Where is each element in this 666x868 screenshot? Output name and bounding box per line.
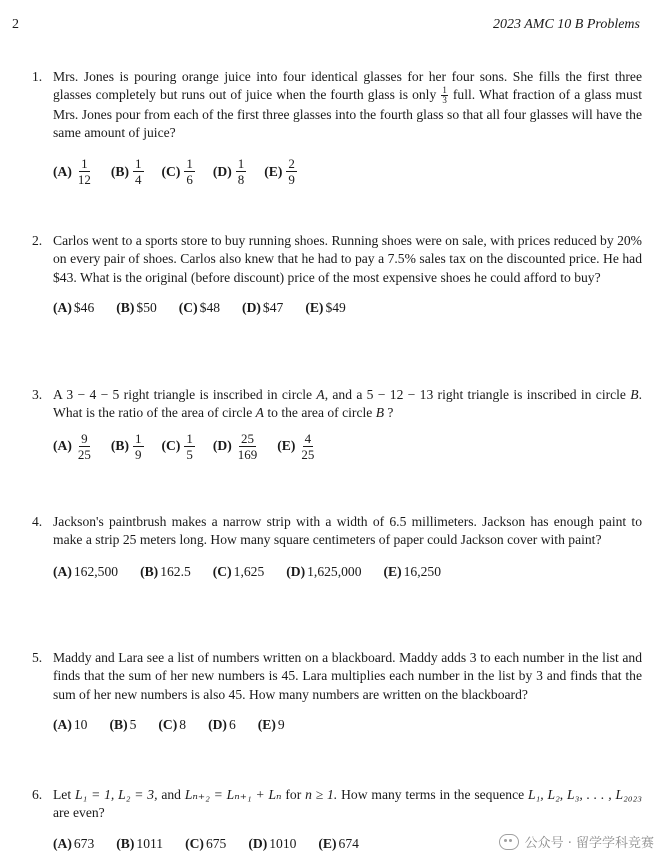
page-number: 2	[12, 17, 19, 32]
choice-d: (D) $\frac{25}{169}$	[212, 430, 258, 462]
choice-d: (D) 1010	[248, 835, 297, 851]
problem-number: 4.	[32, 514, 43, 529]
choice-d: (D) $47	[242, 299, 284, 315]
choice-d: (D) $\frac{1}{8}$	[212, 156, 245, 188]
problem-text: A 3 − 4 − 5 right triangle is inscribed in circle A, and a 5 − 12 − 13 right triangle is inscribed in circle B. What is the ratio of the area of circle A to the area of circle B ?	[53, 387, 642, 421]
answer-choices	[53, 564, 642, 580]
choice-c: (C) $\frac{1}{6}$	[161, 156, 193, 188]
page-header-title: 2023 AMC 10 B Problems	[493, 17, 640, 32]
choice-a: (A) 162,500	[53, 563, 119, 579]
watermark-text: 公众号 · 留学学科竞赛	[524, 836, 654, 851]
choice-b: (B) 5	[109, 716, 137, 732]
choice-c: (C) 675	[185, 835, 227, 851]
problem-number: 5.	[32, 650, 43, 665]
wechat-icon	[499, 834, 519, 850]
choice-b: (B) 162.5	[140, 563, 191, 579]
choice-c: (C) 1,625	[212, 563, 265, 579]
problem-4	[32, 513, 642, 580]
choice-c: (C) 8	[158, 716, 187, 732]
answer-choices	[53, 717, 642, 733]
watermark	[499, 832, 654, 851]
choice-a: (A) $\frac{1}{12}$	[53, 156, 91, 188]
choice-e: (E) 674	[318, 835, 359, 851]
problem-number: 1.	[32, 69, 43, 84]
choice-e: (E) 9	[257, 716, 285, 732]
answer-choices	[53, 300, 642, 316]
problem-text: Carlos went to a sports store to buy running shoes. Running shoes were on sale, with prices reduced by 20% on every pair of shoes. Carlos also knew that he had to pay a 7.5% sales tax on the discounted price. He had $43. What is the original (before discount) price of the most expensive shoes he could afford to buy?	[53, 233, 642, 285]
choice-b: (B) $\frac{1}{4}$	[110, 156, 142, 188]
choice-a: (A) 673	[53, 835, 95, 851]
choice-e: (E) $\frac{2}{9}$	[264, 156, 295, 188]
answer-choices	[53, 156, 642, 187]
problem-3	[32, 386, 642, 462]
choice-b: (B) 1011	[116, 835, 164, 851]
answer-choices	[53, 431, 642, 462]
choice-e: (E) 16,250	[383, 563, 442, 579]
inline-fraction: $\frac{1}{3}$	[442, 84, 447, 105]
choice-b: (B) $50	[116, 299, 157, 315]
choice-e: (E) $49	[305, 299, 346, 315]
problem-text: Let L₁ = 1, L₂ = 3, and Lₙ₊₂ = Lₙ₊₁ + Lₙ for n ≥ 1. How many terms in the sequence L₁, L₂, L₃, . . . , L₂₀₂₃ are even?	[53, 787, 642, 821]
choice-b: (B) $\frac{1}{9}$	[110, 430, 142, 462]
problem-5	[32, 649, 642, 733]
choice-e: (E) $\frac{4}{25}$	[277, 430, 315, 462]
choice-c: (C) $48	[178, 299, 221, 315]
choice-d: (D) 6	[208, 716, 236, 732]
problem-text: Maddy and Lara see a list of numbers written on a blackboard. Maddy adds 3 to each number in the list and finds that the sum of her new numbers is 45. Lara multiplies each number in the list by 3 and finds that the sum of her new numbers is also 45. How many numbers are written on the blackboard?	[53, 650, 642, 702]
problem-number: 3.	[32, 387, 43, 402]
problem-number: 6.	[32, 787, 43, 802]
problem-text: Jackson's paintbrush makes a narrow strip with a width of 6.5 millimeters. Jackson has enough paint to make a strip 25 meters long. How many square centimeters of paper could Jackson cover with paint?	[53, 514, 642, 548]
choice-c: (C) $\frac{1}{5}$	[161, 430, 193, 462]
problem-1	[32, 68, 642, 187]
choice-d: (D) 1,625,000	[286, 563, 362, 579]
problem-2	[32, 232, 642, 316]
choice-a: (A) $46	[53, 299, 95, 315]
problem-number: 2.	[32, 233, 43, 248]
problem-text: Mrs. Jones is pouring orange juice into four identical glasses for her four sons. She fills the first three glasses completely but runs out of juice when the fourth glass is only $\frac{1}{3}$ full. What fraction of a glass must Mrs. Jones pour from each of the first three glasses into the fourth glass so that all four glasses will have the same amount of juice?	[53, 69, 642, 140]
choice-a: (A) 10	[53, 716, 88, 732]
choice-a: (A) $\frac{9}{25}$	[53, 430, 91, 462]
